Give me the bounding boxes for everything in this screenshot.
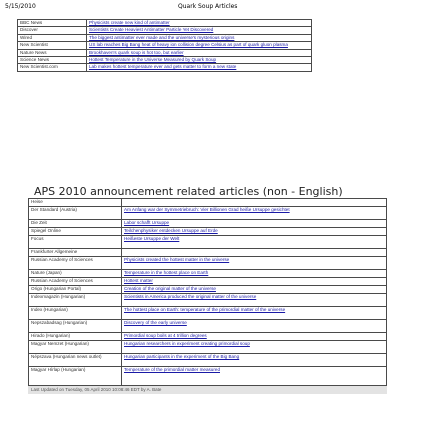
source-cell: New Scientist xyxy=(18,42,87,49)
table-row xyxy=(29,236,387,249)
table-row xyxy=(29,199,387,207)
table-row xyxy=(29,294,387,307)
source-cell: Nature News xyxy=(18,49,87,56)
article-link[interactable]: Physicists create new kind of antimatter xyxy=(87,20,312,27)
article-link[interactable]: Primordial soup boils at 4 trillion degrees xyxy=(122,333,387,341)
table-row xyxy=(29,207,387,220)
source-cell: New Scientist.com xyxy=(18,64,87,71)
source-cell: Heise xyxy=(29,199,122,207)
table-row xyxy=(29,320,387,333)
source-cell: BBC News xyxy=(18,20,87,27)
last-updated-footer: Last Updated on Tuesday, 05 April 2010 10:08:46 EDT by A. Bate xyxy=(28,386,387,394)
article-link[interactable]: Creation of the original matter of the universe xyxy=(122,286,387,294)
article-link[interactable]: Discovery of the early universe xyxy=(122,320,387,333)
table-row xyxy=(29,341,387,354)
table-row xyxy=(29,307,387,320)
table-row xyxy=(29,286,387,294)
english-articles-table xyxy=(17,19,312,72)
source-cell: Spiegel Online xyxy=(29,228,122,236)
print-date: 5/15/2010 xyxy=(5,3,36,10)
article-link[interactable]: US lab reaches Big Bang heat of heavy ion collision degree Celsius as part of quark gluon plasma xyxy=(87,42,312,49)
article-link[interactable]: Hungarian researchers in experiment creating primordial soup xyxy=(122,341,387,354)
table-row xyxy=(18,56,312,63)
article-link[interactable]: Scientists Create Heaviest Antimatter Particle Yet Discovered xyxy=(87,27,312,34)
article-link[interactable]: Hottest matter xyxy=(122,278,387,286)
article-link[interactable]: Teilchenphysiker entdecken Ursuppe auf Erde xyxy=(122,228,387,236)
table-row xyxy=(18,34,312,41)
source-cell: Origo (Hungarian Portal) xyxy=(29,286,122,294)
article-link[interactable]: Scientists in America produced the original matter of the universe xyxy=(122,294,387,307)
source-cell: Nepszabadsag (Hungarian) xyxy=(29,320,122,333)
source-cell: Nature (Japan) xyxy=(29,270,122,278)
article-link[interactable] xyxy=(122,249,387,257)
source-cell: Discover xyxy=(18,27,87,34)
table-row xyxy=(29,220,387,228)
source-cell: Science News xyxy=(18,56,87,63)
article-link[interactable]: Am Anfang war der Symmetriebruch: Vier Billionen Grad heiße Ursuppe gesichtet xyxy=(122,207,387,220)
article-link[interactable]: Heißeste Ursuppe der Welt xyxy=(122,236,387,249)
source-cell: Magyar Nemzet (Hungarian) xyxy=(29,341,122,354)
related-articles-heading: APS 2010 announcement related articles (non - English) xyxy=(34,185,343,198)
article-link[interactable]: Labor schafft Ursuppe xyxy=(122,220,387,228)
table-row xyxy=(18,20,312,27)
table-row xyxy=(29,228,387,236)
table-row xyxy=(18,27,312,34)
article-link[interactable]: Hungarian participants in the experiment of the Big Bang xyxy=(122,354,387,367)
article-link[interactable]: Temperature of the primordial matter measured xyxy=(122,367,387,386)
source-cell: Focus xyxy=(29,236,122,249)
table-row xyxy=(18,64,312,71)
table-row xyxy=(18,42,312,49)
article-link[interactable]: Physicists created the hottest matter in the universe xyxy=(122,257,387,270)
source-cell: Die Zeit xyxy=(29,220,122,228)
source-cell: Hirado (Hungarian) xyxy=(29,333,122,341)
print-header xyxy=(0,3,446,13)
table-row xyxy=(29,257,387,270)
table-row xyxy=(29,278,387,286)
source-cell: Der Standard (Austria) xyxy=(29,207,122,220)
table-row xyxy=(29,270,387,278)
article-link[interactable]: The hottest place on Earth: temperature of the primordial matter of the universe xyxy=(122,307,387,320)
article-link[interactable]: The biggest antimatter ever made and the universe's mysterious origins xyxy=(87,34,312,41)
non-english-articles-table xyxy=(28,198,387,386)
source-cell: Magyar Hírlap (Hungarian) xyxy=(29,367,122,386)
source-cell: Frankfurter Allgemeine xyxy=(29,249,122,257)
table-row xyxy=(18,49,312,56)
source-cell: Index (Hungarian) xyxy=(29,307,122,320)
table-row xyxy=(29,367,387,386)
article-link[interactable]: Brookhaven's quark soup is hot too, but earlier xyxy=(87,49,312,56)
article-link[interactable]: Hottest Temperature in the Universe Measured by Quark Soup xyxy=(87,56,312,63)
table-row xyxy=(29,333,387,341)
article-link[interactable]: Temperature in the hottest place on Earth xyxy=(122,270,387,278)
source-cell: Wired xyxy=(18,34,87,41)
article-link[interactable]: Lab makes hottest temperature ever and gets matter to form a new state xyxy=(87,64,312,71)
source-cell: Russian Academy of Sciences xyxy=(29,278,122,286)
source-cell: Russian Academy of Sciences xyxy=(29,257,122,270)
source-cell: Indexmagazin (Hungarian) xyxy=(29,294,122,307)
print-page-title: Quark Soup Articles xyxy=(178,3,238,10)
table-row xyxy=(29,354,387,367)
source-cell: Népszava (Hungarian news outlet) xyxy=(29,354,122,367)
table-row xyxy=(29,249,387,257)
article-link[interactable] xyxy=(122,199,387,207)
